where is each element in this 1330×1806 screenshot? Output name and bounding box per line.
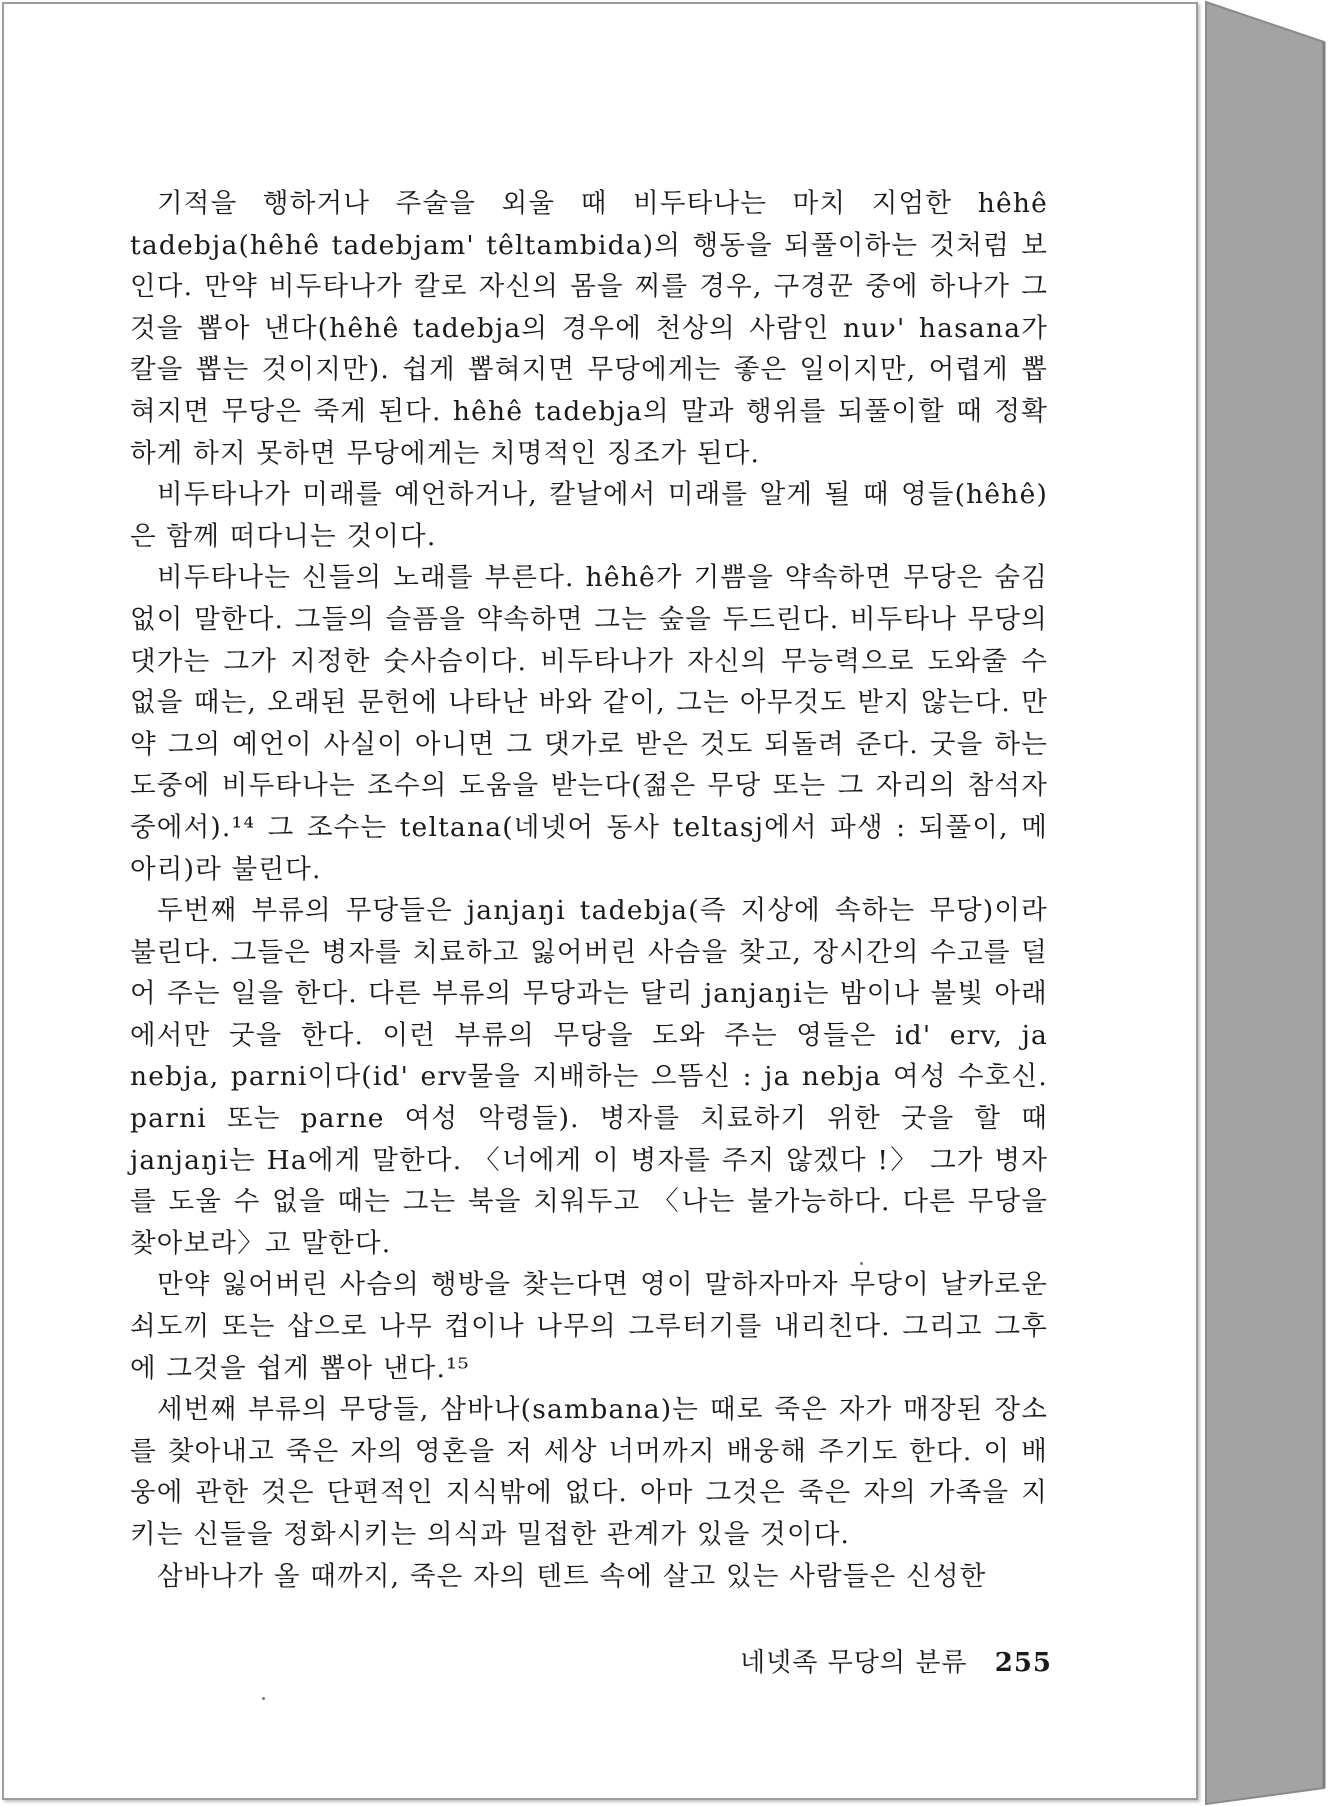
- scan-speck: [860, 1262, 863, 1265]
- page-footer: [740, 1642, 1052, 1679]
- paragraph: 만약 잃어버린 사슴의 행방을 찾는다면 영이 말하자마자 무당이 날카로운 쇠도끼 또는 삽으로 나무 컵이나 나무의 그루터기를 내리친다. 그리고 그후에 그것을 쉽게 뽑아 낸다.¹⁵: [130, 1269, 1048, 1384]
- paragraph: 기적을 행하거나 주술을 외울 때 비두타나는 마치 지엄한 hêhê tadebja(hêhê tadebjam' têltambida)의 행동을 되풀이하는 것처럼 보인다. 만약 비두타나가 칼로 자신의 몸을 찌를 경우, 구경꾼 중에 하나가 그것을 뽑아 낸다(hêhê tadebja의 경우에 천상의 사람인 nuν' hasana가 칼을 뽑는 것이지만). 쉽게 뽑혀지면 무당에게는 좋은 일이지만, 어렵게 뽑혀지면 무당은 죽게 된다. hêhê tadebja의 말과 행위를 되풀이할 때 정확하게 하지 못하면 무당에게는 치명적인 징조가 된다.: [130, 188, 1048, 469]
- body-text: [130, 183, 1048, 1597]
- paragraph: 세번째 부류의 무당들, 삼바나(sambana)는 때로 죽은 자가 매장된 장소를 찾아내고 죽은 자의 영혼을 저 세상 너머까지 배웅해 주기도 한다. 이 배웅에 관한 것은 단편적인 지식밖에 없다. 아마 그것은 죽은 자의 가족을 지키는 신들을 정화시키는 의식과 밀접한 관계가 있을 것이다.: [130, 1394, 1048, 1550]
- page-number: 255: [994, 1648, 1053, 1678]
- book-edge: [1196, 0, 1330, 1806]
- running-title: 네넷족 무당의 분류: [740, 1648, 968, 1678]
- paragraph: 비두타나는 신들의 노래를 부른다. hêhê가 기쁨을 약속하면 무당은 숨김없이 말한다. 그들의 슬픔을 약속하면 그는 숲을 두드린다. 비두타나 무당의 댓가는 그가 지정한 숫사슴이다. 비두타나가 자신의 무능력으로 도와줄 수 없을 때는, 오래된 문헌에 나타난 바와 같이, 그는 아무것도 받지 않는다. 만약 그의 예언이 사실이 아니면 그 댓가로 받은 것도 되돌려 준다. 굿을 하는 도중에 비두타나는 조수의 도움을 받는다(젊은 무당 또는 그 자리의 참석자 중에서).¹⁴ 그 조수는 teltana(네넷어 동사 teltasj에서 파생 : 되풀이, 메아리)라 불린다.: [130, 562, 1048, 885]
- paragraph: 두번째 부류의 무당들은 janjaŋi tadebja(즉 지상에 속하는 무당)이라 불린다. 그들은 병자를 치료하고 잃어버린 사슴을 찾고, 장시간의 수고를 덜어 주는 일을 한다. 다른 부류의 무당과는 달리 janjaŋi는 밤이나 불빛 아래에서만 굿을 한다. 이런 부류의 무당을 도와 주는 영들은 id' erv, ja nebja, parni이다(id' erv물을 지배하는 으뜸신 : ja nebja 여성 수호신. parni 또는 parne 여성 악령들). 병자를 치료하기 위한 굿을 할 때 janjaŋi는 Ha에게 말한다. 〈너에게 이 병자를 주지 않겠다 !〉 그가 병자를 도울 수 없을 때는 그는 북을 치워두고 〈나는 불가능하다. 다른 무당을 찾아보라〉고 말한다.: [130, 895, 1048, 1259]
- scan-speck: [262, 1697, 265, 1700]
- paragraph: 삼바나가 올 때까지, 죽은 자의 텐트 속에 살고 있는 사람들은 신성한: [157, 1560, 987, 1592]
- paragraph: 비두타나가 미래를 예언하거나, 칼날에서 미래를 알게 될 때 영들(hêhê)은 함께 떠다니는 것이다.: [130, 479, 1048, 552]
